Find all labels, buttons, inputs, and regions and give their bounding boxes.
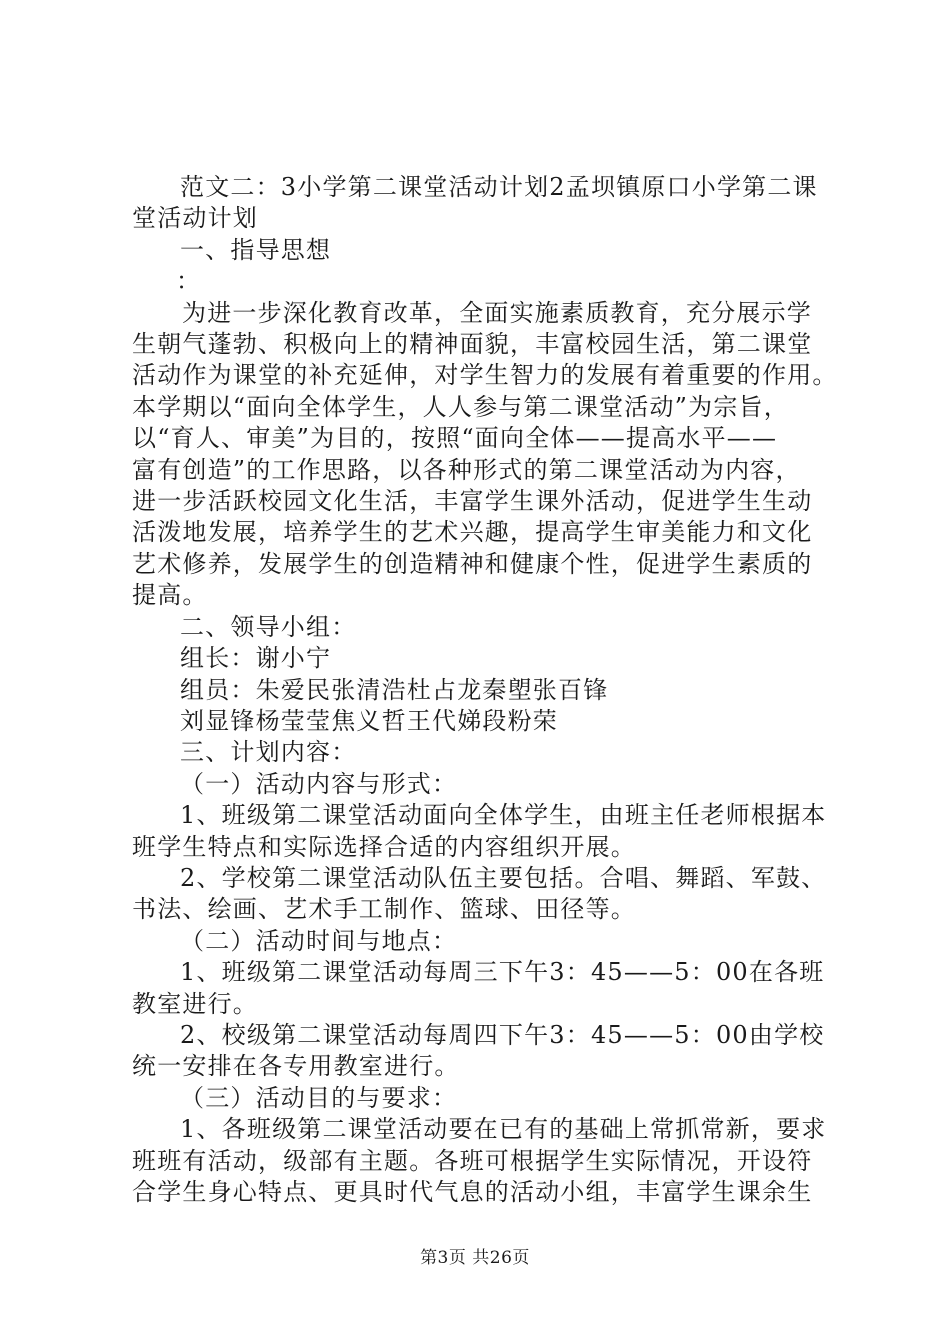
subsection-heading: （二）活动时间与地点： (180, 926, 458, 955)
text-line: 教室进行。 (132, 989, 258, 1018)
text-line: 活泼地发展，培养学生的艺术兴趣，提高学生审美能力和文化 (132, 518, 813, 547)
text-line: 1、各班级第二课堂活动要在已有的基础上常抓常新，要求 (180, 1115, 827, 1144)
text-line: 统一安排在各专用教室进行。 (132, 1052, 460, 1081)
text-line: 合学生身心特点、更具时代气息的活动小组，丰富学生课余生 (132, 1178, 813, 1206)
text-line: 组长：谢小宁 (180, 644, 332, 673)
text-line: 为进一步深化教育改革，全面实施素质教育，充分展示学 (182, 298, 812, 327)
text-line: 1、班级第二课堂活动每周三下午3：45——5：00在各班 (180, 958, 825, 987)
subsection-heading: （一）活动内容与形式： (180, 769, 458, 798)
text-line: 富有创造”的工作思路，以各种形式的第二课堂活动为内容， (132, 455, 801, 484)
text-line: 2、学校第二课堂活动队伍主要包括。合唱、舞蹈、军鼓、 (180, 863, 827, 892)
text-line: 以“育人、审美”为目的，按照“面向全体——提高水平—— (132, 424, 778, 453)
text-line: 组员：朱爱民张清浩杜占龙秦塱张百锋 (180, 675, 609, 704)
page-number: 第3页 共26页 (420, 1248, 530, 1268)
text-line: 艺术修养，发展学生的创造精神和健康个性，促进学生素质的 (132, 549, 813, 578)
text-line: 班学生特点和实际选择合适的内容组织开展。 (132, 832, 636, 861)
text-line: ： (176, 267, 202, 296)
subsection-heading: （三）活动目的与要求： (180, 1083, 458, 1112)
text-line: 活动作为课堂的补充延伸，对学生智力的发展有着重要的作用。 (132, 361, 838, 390)
section-heading: 一、指导思想 (180, 235, 332, 264)
text-line: 2、校级第二课堂活动每周四下午3：45——5：00由学校 (180, 1020, 825, 1049)
text-line: 书法、绘画、艺术手工制作、篮球、田径等。 (132, 895, 636, 924)
text-line: 刘显锋杨莹莹焦义哲王代娣段粉荣 (180, 706, 558, 735)
section-heading: 二、领导小组： (180, 612, 357, 641)
text-line: 生朝气蓬勃、积极向上的精神面貌，丰富校园生活，第二课堂 (132, 330, 813, 359)
text-line: 1、班级第二课堂活动面向全体学生，由班主任老师根据本 (180, 801, 827, 830)
section-heading: 三、计划内容： (180, 738, 357, 767)
text-line: 进一步活跃校园文化生活，丰富学生课外活动，促进学生生动 (132, 487, 813, 516)
text-line: 范文二：3小学第二课堂活动计划2孟坝镇原口小学第二课 (180, 173, 818, 201)
text-line: 本学期以“面向全体学生，人人参与第二课堂活动”为宗旨， (132, 392, 789, 421)
text-line: 堂活动计划 (132, 204, 258, 233)
text-line: 班班有活动，级部有主题。各班可根据学生实际情况，开设符 (132, 1146, 813, 1175)
text-line: 提高。 (132, 581, 208, 610)
document-body (132, 172, 838, 1208)
